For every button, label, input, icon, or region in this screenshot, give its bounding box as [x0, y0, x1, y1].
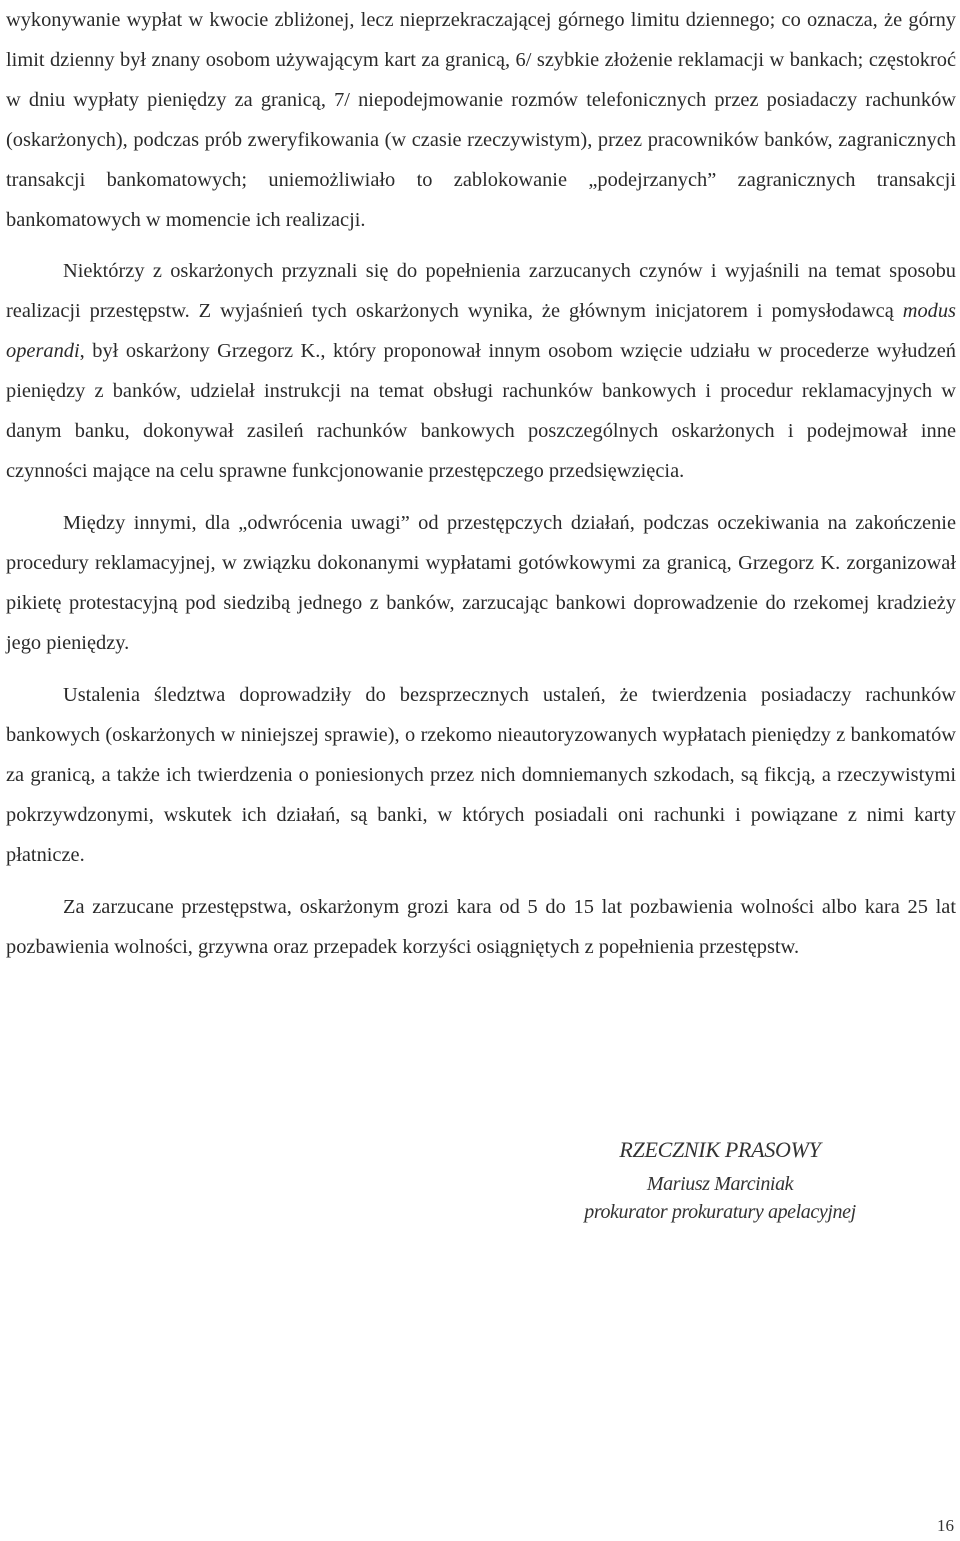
- document-body: [6, 0, 956, 967]
- paragraph-text: Między innymi, dla „odwrócenia uwagi” od przestępczych działań, podczas oczekiwania na zakończenie procedury reklamacyjnej, w związku dokonanymi wypłatami gotówkowymi za granicą, Grzegorz K. zorganizował pikietę protestacyjną pod siedzibą jednego z banków, zarzucając bankowi doprowadzenie do rzekomej kradzieży jego pieniędzy.: [6, 512, 956, 654]
- paragraph-1: [6, 0, 956, 240]
- paragraph-4: [6, 675, 956, 875]
- paragraph-5: [6, 887, 956, 967]
- paragraph-text: wykonywanie wypłat w kwocie zbliżonej, lecz nieprzekraczającej górnego limitu dziennego; co oznacza, że górny limit dzienny był znany osobom używającym kart za granicą, 6/ szybkie złożenie reklamacji w bankach; częstokroć w dniu wypłaty pieniędzy za granicą, 7/ niepodejmowanie rozmów telefonicznych przez posiadaczy rachunków (oskarżonych), podczas prób zweryfikowania (w czasie rzeczywistym), przez pracowników banków, zagranicznych transakcji bankomatowych; uniemożliwiało to zablokowanie „podejrzanych” zagranicznych transakcji bankomatowych w momencie ich realizacji.: [6, 9, 956, 231]
- signature-title: RZECZNIK PRASOWY: [619, 1137, 821, 1162]
- paragraph-text: Ustalenia śledztwa doprowadziły do bezsprzecznych ustaleń, że twierdzenia posiadaczy rachunków bankowych (oskarżonych w niniejszej sprawie), o rzekomo nieautoryzowanych wypłatach pieniędzy z bankomatów za granicą, a także ich twierdzenia o poniesionych przez nich domniemanych szkodach, są fikcją, a rzeczywistymi pokrzywdzonymi, wskutek ich działań, są banki, w których posiadali oni rachunki i powiązane z nimi karty płatnicze.: [6, 684, 956, 866]
- paragraph-3: [6, 503, 956, 663]
- signature-role: prokurator prokuratury apelacyjnej: [584, 1201, 856, 1223]
- paragraph-2: [6, 251, 956, 491]
- paragraph-text: , był oskarżony Grzegorz K., który proponował innym osobom wzięcie udziału w procederze wyłudzeń pieniędzy z banków, udzielał instrukcji na temat obsługi rachunków bankowych i procedur reklamacyjnych w danym banku, dokonywał zasileń rachunków bankowych poszczególnych oskarżonych i podejmował inne czynności mające na celu sprawne funkcjonowanie przestępczego przedsięwzięcia.: [6, 340, 956, 482]
- signature-block: [560, 1130, 880, 1226]
- paragraph-text: Niektórzy z oskarżonych przyznali się do popełnienia zarzucanych czynów i wyjaśnili na temat sposobu realizacji przestępstw. Z wyjaśnień tych oskarżonych wynika, że głównym inicjatorem i pomysłodawcą: [6, 260, 956, 322]
- italic-term: modus operandi: [6, 300, 956, 362]
- signature-name: Mariusz Marciniak: [646, 1173, 794, 1195]
- page-number: 16: [937, 1516, 954, 1535]
- paragraph-text: Za zarzucane przestępstwa, oskarżonym grozi kara od 5 do 15 lat pozbawienia wolności albo kara 25 lat pozbawienia wolności, grzywna oraz przepadek korzyści osiągniętych z popełnienia przestępstw.: [6, 896, 956, 958]
